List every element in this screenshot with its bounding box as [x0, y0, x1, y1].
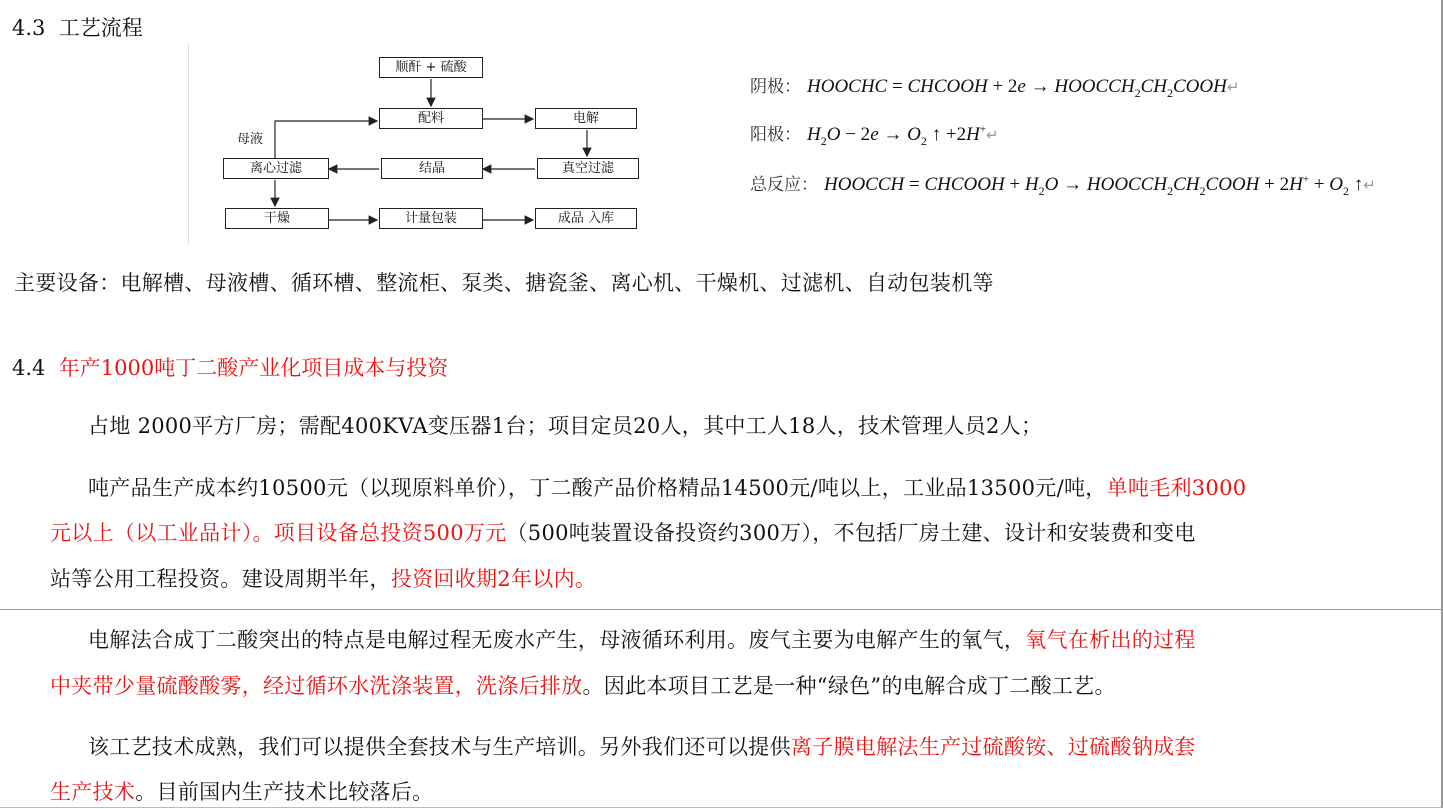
flow-box-vacuum-filtration: 真空过滤	[537, 158, 639, 179]
text-span: 吨产品生产成本约10500元（以现原料单价），丁二酸产品价格精品14500元/吨以上，工业品13500元/吨，	[88, 476, 1107, 500]
total-reaction-label: 总反应：	[750, 175, 818, 195]
text-span: 电解法合成丁二酸突出的特点是电解过程无废水产生，母液循环利用。废气主要为电解产生的氧气，	[88, 628, 1026, 652]
flow-box-mixing: 配料	[379, 108, 483, 129]
flow-box-electrolysis: 电解	[535, 108, 637, 129]
total-reaction-equation: 总反应： HOOCCH = CHCOOH + $H_2O$ → $HOOCCH_2CH_2COOH + 2H^+ + O_2$ ↑↵	[750, 173, 1376, 198]
anode-label: 阳极：	[750, 125, 801, 145]
highlight-span: 中夹带少量硫酸酸雾，经过循环水洗涤装置，洗涤后排放	[50, 674, 583, 698]
text-span: 该工艺技术成熟，我们可以提供全套技术与生产培训。另外我们还可以提供	[88, 735, 791, 759]
section-number: 4.3	[12, 16, 46, 40]
text-span: 。因此本项目工艺是一种“绿色”的电解合成丁二酸工艺。	[582, 674, 1116, 698]
highlight-span: 元以上（以工业品计）。项目设备总投资500万元	[50, 521, 507, 545]
paragraph-cost-line-3	[50, 563, 596, 593]
section-divider	[0, 609, 1441, 610]
paragraph-technology-line-2	[50, 776, 433, 806]
flow-box-centrifuge: 离心过滤	[223, 158, 329, 179]
section-title: 年产1000吨丁二酸产业化项目成本与投资	[58, 356, 449, 380]
flow-box-drying: 干燥	[225, 208, 329, 229]
flow-box-raw-materials: 顺酐 + 硫酸	[379, 57, 483, 78]
highlight-span: 投资回收期2年以内。	[390, 567, 597, 591]
section-number: 4.4	[12, 356, 46, 380]
paragraph-cost-line-2	[50, 517, 1196, 547]
mother-liquor-label: 母液	[237, 132, 264, 147]
text-span: （500吨装置设备投资约300万），不包括厂房土建、设计和安装费和变电	[506, 521, 1196, 545]
highlight-span: 离子膜电解法生产过硫酸铵、过硫酸钠成套	[790, 735, 1196, 759]
flow-box-packaging: 计量包装	[379, 208, 483, 229]
section-4-3-heading	[12, 12, 143, 42]
main-equipment-text: 主要设备：电解槽、母液槽、循环槽、整流柜、泵类、搪瓷釜、离心机、干燥机、过滤机、自动包装机等	[14, 271, 994, 295]
paragraph-features-line-2	[50, 670, 1116, 700]
section-title: 工艺流程	[58, 16, 143, 40]
cathode-equation: 阴极： HOOCHC = CHCOOH + $2e \to HOOCCH_2CH_2COOH↵$	[750, 76, 1240, 100]
highlight-span: 单吨毛利3000	[1106, 476, 1247, 500]
process-flow-diagram	[188, 44, 659, 244]
text-span: 。目前国内生产技术比较落后。	[135, 780, 434, 804]
text-span: 站等公用工程投资。建设周期半年，	[50, 567, 391, 591]
anode-equation: 阳极： $H_2O - 2e \to O_2$ ↑ +2H+↵	[750, 123, 999, 148]
paragraph-site-staffing: 占地 2000平方厂房；需配400KVA变压器1台；项目定员20人，其中工人18人，技术管理人员2人；	[88, 414, 1043, 438]
cathode-label: 阴极：	[750, 77, 801, 97]
paragraph-technology-line-1	[88, 731, 1196, 761]
flow-box-product-storage: 成品 入库	[535, 208, 637, 229]
flow-box-crystallization: 结晶	[381, 158, 483, 179]
section-4-4-heading	[12, 352, 448, 382]
paragraph-cost-line-1	[88, 472, 1246, 502]
highlight-span: 氧气在析出的过程	[1025, 628, 1196, 652]
paragraph-features-line-1	[88, 624, 1196, 654]
highlight-span: 生产技术	[50, 780, 136, 804]
